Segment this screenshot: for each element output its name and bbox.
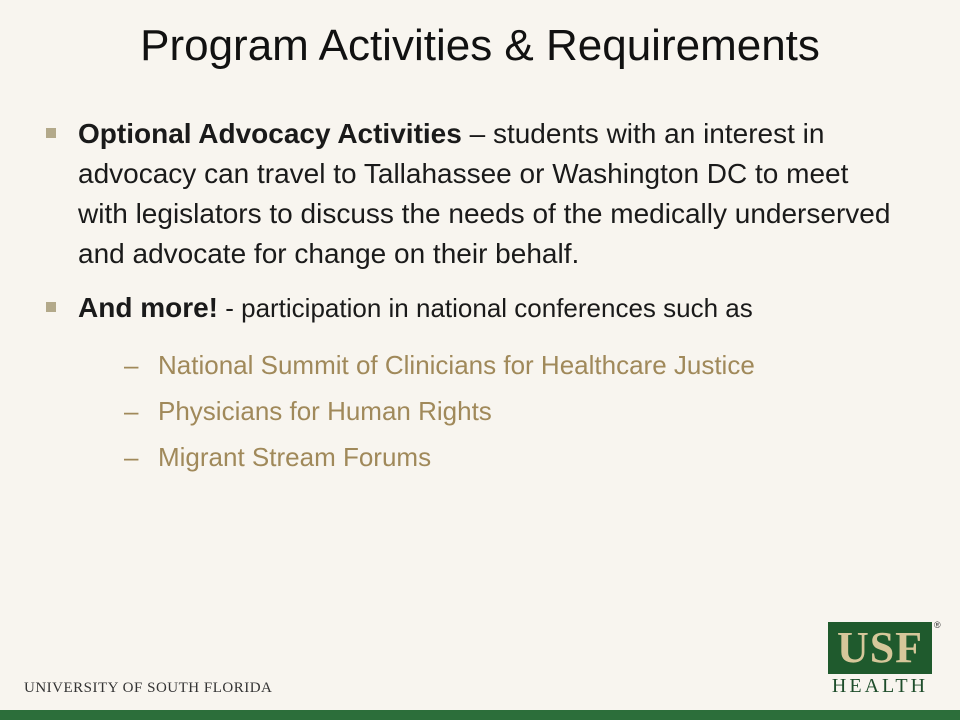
slide-title: Program Activities & Requirements xyxy=(140,21,820,70)
university-name: UNIVERSITY OF SOUTH FLORIDA xyxy=(24,680,273,696)
logo-health-text: HEALTH xyxy=(831,675,929,697)
bullet-text: – students with an interest in advocacy can travel to Tallahassee or Washington DC to meet with legislators to discuss the needs of the medically underserved and advocate for change on their behalf. xyxy=(78,118,891,269)
bullet-heading: Optional Advocacy Activities xyxy=(78,118,462,149)
list-item xyxy=(124,434,904,480)
bottom-accent-bar xyxy=(0,710,960,720)
registered-mark: ® xyxy=(934,620,941,630)
conference-name: Migrant Stream Forums xyxy=(158,442,432,472)
conference-name: National Summit of Clinicians for Healthcare Justice xyxy=(158,350,755,380)
square-bullet-icon xyxy=(46,302,56,312)
bullet-list xyxy=(44,114,904,480)
bullet-heading: And more! xyxy=(78,292,218,323)
list-item xyxy=(124,342,904,388)
dash-marker: – xyxy=(124,396,139,426)
dash-marker: – xyxy=(124,350,139,380)
bullet-item-advocacy xyxy=(44,114,904,274)
logo-box xyxy=(828,622,932,674)
square-bullet-icon xyxy=(46,128,56,138)
bullet-text: - participation in national conferences such as xyxy=(218,293,753,323)
dash-marker: – xyxy=(124,442,139,472)
conference-name: Physicians for Human Rights xyxy=(158,396,492,426)
logo-usf-text: USF xyxy=(836,623,924,672)
conference-list xyxy=(44,342,904,480)
usf-health-logo xyxy=(828,622,942,696)
bullet-item-more xyxy=(44,288,904,328)
list-item xyxy=(124,388,904,434)
